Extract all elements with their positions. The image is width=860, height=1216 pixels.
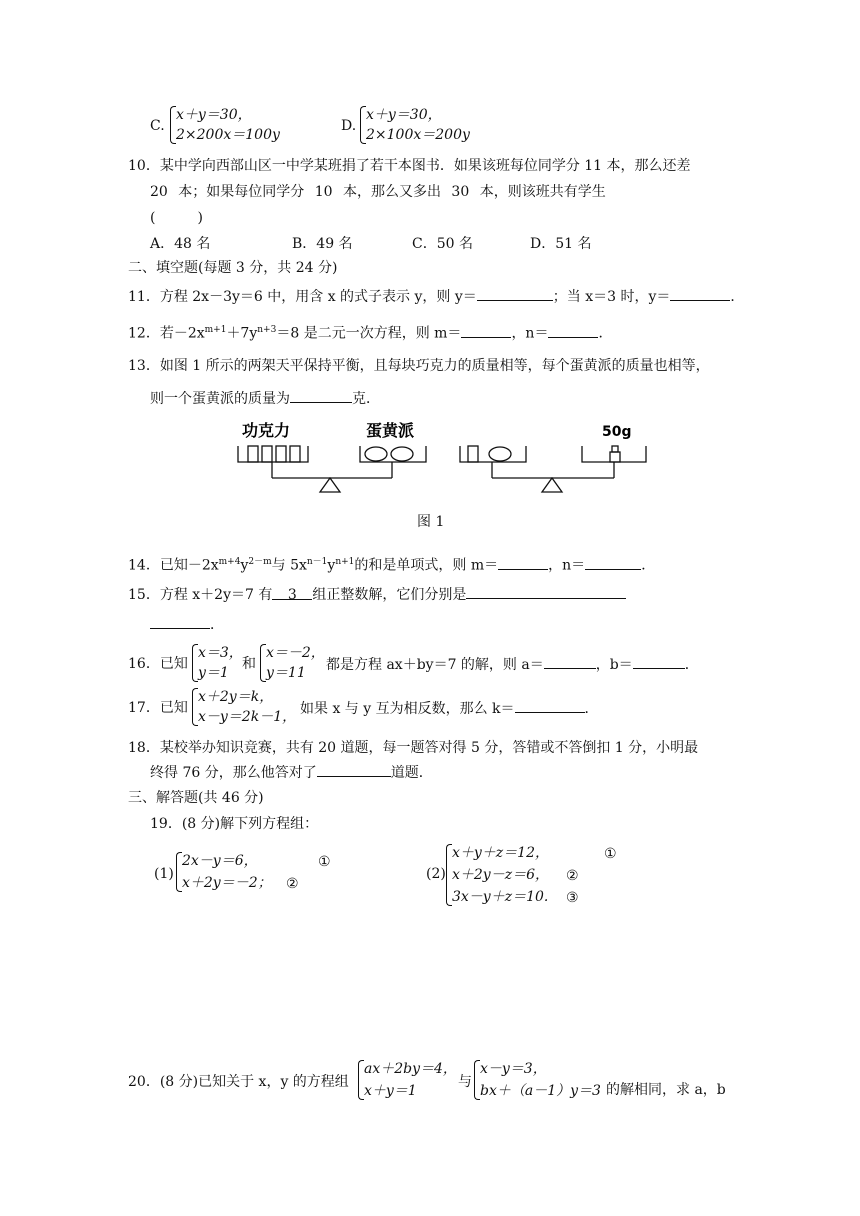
q19-part-2-label: (2)	[426, 866, 446, 882]
q14-exponent-1: m+4	[218, 557, 241, 567]
q15-text-b: 组正整数解，它们分别是	[312, 587, 467, 603]
q11-text-c: ．	[730, 289, 745, 305]
q17-eq1: x＋2y＝k，	[198, 689, 274, 705]
q12-exponent-1: m+1	[204, 325, 227, 335]
q11-text-b: ；当 x＝3 时，y＝	[552, 289, 671, 305]
q19-p2-marker-3: ③	[566, 890, 579, 906]
q18-text-b: 道题．	[390, 765, 433, 781]
q12-text-d: ，n＝	[511, 325, 549, 342]
q9-d-equation-1: x＋y＝30，	[366, 107, 442, 123]
q20-s1-eq2: x＋y＝1	[364, 1083, 417, 1099]
q17-text-a: 17．已知	[128, 700, 188, 716]
q15-text-c: ．	[210, 617, 224, 633]
q16-text-c: ，b＝	[595, 657, 633, 673]
q16-s2-eq1: x＝－2，	[266, 645, 325, 661]
q11	[128, 286, 744, 307]
q12	[128, 320, 612, 344]
chocolate-5	[468, 446, 478, 462]
q19-p1-eq1: 2x－y＝6，	[182, 853, 258, 869]
q18-line-2	[150, 762, 433, 783]
q19-part-1-label: (1)	[154, 866, 174, 882]
q12-text-b: ＋7y	[226, 325, 258, 342]
q14-text-f: ，n＝	[548, 557, 586, 574]
q11-text-a: 11．方程 2x－3y＝6 中，用含 x 的式子表示 y，则 y＝	[128, 289, 477, 305]
q14-blank-1	[498, 555, 548, 570]
q12-text-c: ＝8 是二元一次方程，则 m＝	[276, 325, 462, 342]
q16-blank-2	[633, 654, 685, 669]
q16-text-a: 16．已知	[128, 656, 188, 672]
chocolate-3	[276, 446, 286, 462]
q14-exponent-3: n－1	[306, 557, 328, 567]
q20-s2-eq1: x－y＝3，	[480, 1061, 547, 1077]
q10-line-1: 10．某中学向西部山区一中学某班捐了若干本图书．如果该班每位同学分 11 本，那么还差	[128, 158, 691, 174]
q20-text-b: 与	[458, 1074, 472, 1090]
q17-eq2: x－y＝2k－1，	[198, 709, 297, 725]
q11-blank-1	[477, 286, 553, 301]
q12-text-e: ．	[598, 325, 613, 342]
q17-rest	[300, 698, 599, 719]
q18-line-1: 18．某校举办知识竞赛，共有 20 道题，每一题答对得 5 分，答错或不答倒扣 1 分，小明最	[128, 740, 699, 756]
weight-knob	[612, 446, 618, 452]
q14-text-e: 的和是单项式，则 m＝	[354, 557, 499, 574]
q12-blank-2	[548, 323, 598, 338]
section-3-heading: 三、解答题(共 46 分)	[128, 790, 264, 806]
q9-option-c-label: C.	[150, 118, 165, 134]
q14-text-a: 14．已知－2x	[128, 557, 219, 574]
q16-and: 和	[242, 656, 256, 672]
q19-p2-marker-2: ②	[566, 868, 579, 884]
q16-rest	[326, 654, 699, 675]
q15-line-2	[150, 614, 224, 635]
q13-line-1: 13．如图 1 所示的两架天平保持平衡，且每块巧克力的质量相等，每个蛋黄派的质量也相等，	[128, 358, 710, 374]
q9-c-equation-2: 2×200x＝100y	[176, 127, 280, 143]
q17-text-b: 如果 x 与 y 互为相反数，那么 k＝	[300, 701, 515, 717]
q9-option-d-system	[360, 106, 480, 146]
q10-line-2: 20 本；如果每位同学分 10 本，那么又多出 30 本，则该班共有学生	[150, 184, 606, 200]
q9-option-d-label: D.	[341, 118, 357, 134]
q14	[128, 552, 655, 576]
label-pie: 蛋黄派	[366, 421, 415, 440]
q16-system-2	[260, 644, 330, 684]
pie-2	[391, 447, 413, 461]
q16-blank-1	[544, 654, 596, 669]
q14-text-g: ．	[641, 557, 656, 574]
q16-s2-eq2: y＝11	[266, 665, 306, 681]
q10-line-3: ( )	[150, 210, 203, 226]
q20-text-a: 20．(8 分)已知关于 x，y 的方程组	[128, 1074, 349, 1090]
q19-p2-eq3: 3x－y＋z＝10.	[452, 889, 549, 905]
label-chocolate: 功克力	[242, 421, 291, 440]
q20-text-c: 的解相同，求 a，b	[606, 1082, 726, 1098]
q20-s2-eq2: bx＋（a－1）y＝3	[480, 1083, 601, 1099]
balance-figure	[230, 416, 660, 506]
q16-text-b: 都是方程 ax＋by＝7 的解，则 a＝	[326, 657, 544, 673]
figure-caption: 图 1	[417, 514, 445, 530]
q14-text-b: y	[240, 557, 249, 574]
pie-3	[489, 447, 511, 461]
pie-1	[365, 447, 387, 461]
section-2-heading: 二、填空题(每题 3 分，共 24 分)	[128, 260, 338, 276]
q20-s1-eq1: ax＋2by＝4，	[364, 1061, 457, 1077]
q10-option-b: B．49 名	[292, 236, 353, 252]
q9-option-c-system	[170, 106, 290, 146]
q19-p1-eq2: x＋2y＝－2；	[182, 875, 272, 891]
q19-title: 19．(8 分)解下列方程组：	[150, 816, 319, 832]
q19-p2-eq1: x＋y＋z＝12，	[452, 845, 549, 861]
q18-text-a: 终得 76 分，那么他答对了	[150, 765, 317, 781]
q15-text-a: 15．方程 x＋2y＝7 有	[128, 587, 273, 603]
q14-text-d: y	[327, 557, 336, 574]
label-weight: 50g	[602, 424, 632, 440]
q19-p1-marker-1: ①	[318, 854, 331, 870]
q16-text-d: ．	[684, 657, 699, 673]
q15-filled-blank: 3	[272, 585, 312, 600]
balance-left	[238, 446, 426, 492]
q13-text-a: 则一个蛋黄派的质量为	[150, 391, 290, 407]
q18-blank	[317, 762, 391, 777]
q19-p2-marker-1: ①	[604, 846, 617, 862]
q15-line-1	[128, 584, 626, 605]
q14-exponent-4: n+1	[335, 557, 355, 567]
chocolate-2	[262, 446, 272, 462]
weight-block	[610, 452, 620, 462]
q12-text-a: 12．若－2x	[128, 325, 205, 342]
q12-blank-1	[461, 323, 511, 338]
q19-p1-marker-2: ②	[286, 876, 299, 892]
q14-exponent-2: 2－m	[248, 557, 272, 567]
q20-system-2	[474, 1060, 608, 1102]
chocolate-1	[248, 446, 258, 462]
q13-blank	[290, 388, 352, 403]
q9-c-equation-1: x＋y＝30，	[176, 107, 252, 123]
q15-blank-1	[466, 584, 626, 599]
q13-text-b: 克．	[352, 391, 380, 407]
q19-p2-eq2: x＋2y－z＝6，	[452, 867, 549, 883]
q17-blank	[515, 698, 585, 713]
q16-s1-eq1: x＝3，	[198, 645, 243, 661]
q12-exponent-2: n+3	[257, 325, 277, 335]
q14-text-c: 与 5x	[271, 557, 307, 574]
q17-text-c: ．	[584, 701, 599, 717]
q10-option-d: D．51 名	[530, 236, 592, 252]
q9-d-equation-2: 2×100x＝200y	[366, 127, 470, 143]
q17-system	[192, 688, 302, 728]
q14-blank-2	[585, 555, 641, 570]
balance-right	[460, 446, 646, 492]
q13-line-2	[150, 388, 380, 409]
q20-system-1	[358, 1060, 457, 1102]
q16-s1-eq2: y＝1	[198, 665, 229, 681]
q19-part-2-system	[446, 844, 566, 908]
q11-blank-2	[670, 286, 730, 301]
q10-option-a: A．48 名	[150, 236, 211, 252]
q15-blank-2	[150, 614, 210, 629]
chocolate-4	[290, 446, 300, 462]
q10-option-c: C．50 名	[412, 236, 473, 252]
q19-part-1-system	[176, 852, 286, 894]
